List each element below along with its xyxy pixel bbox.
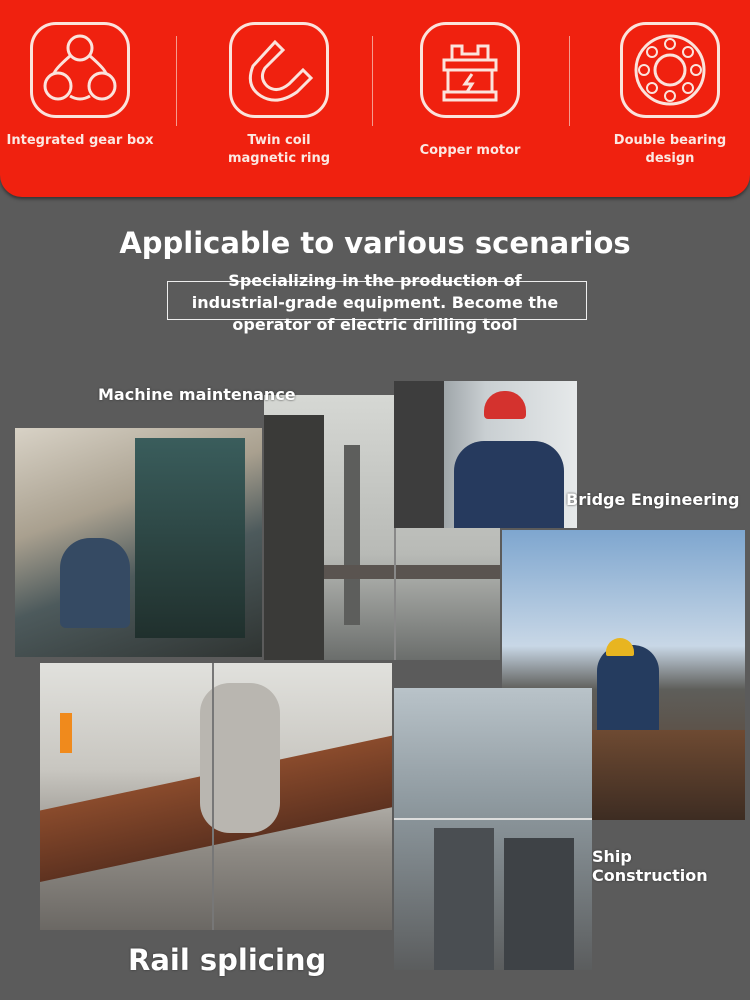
divider (372, 36, 373, 126)
photo-machine-maintenance (15, 428, 262, 657)
feature-label: Double bearing design (613, 133, 727, 166)
photo-steel-beams (394, 688, 592, 970)
label-rail-splicing: Rail splicing (128, 943, 327, 977)
feature-bearing (585, 22, 750, 168)
section-title: Applicable to various scenarios (119, 226, 631, 260)
section-subtitle (0, 270, 750, 336)
subtitle-text: Specializing in the production of industrial-grade equipment. Become the operator of electric drilling tool (191, 271, 559, 334)
label-bridge-engineering: Bridge Engineering (566, 490, 740, 509)
gear-box-icon (30, 22, 130, 118)
motor-icon (420, 22, 520, 118)
photo-worker-helmet (394, 381, 577, 528)
feature-motor (385, 22, 555, 160)
bearing-icon (620, 22, 720, 118)
feature-gear-box (0, 22, 165, 150)
label-ship-construction: Ship Construction (592, 847, 708, 885)
magnet-icon (229, 22, 329, 118)
features-banner (0, 0, 750, 197)
divider (176, 36, 177, 126)
divider (569, 36, 570, 126)
feature-label: Twin coil magnetic ring (227, 133, 331, 166)
feature-label: Integrated gear box (6, 133, 154, 148)
feature-label: Copper motor (419, 143, 521, 158)
photo-rail-splicing (40, 663, 392, 930)
feature-magnet (194, 22, 364, 168)
label-machine-maintenance: Machine maintenance (98, 385, 296, 404)
